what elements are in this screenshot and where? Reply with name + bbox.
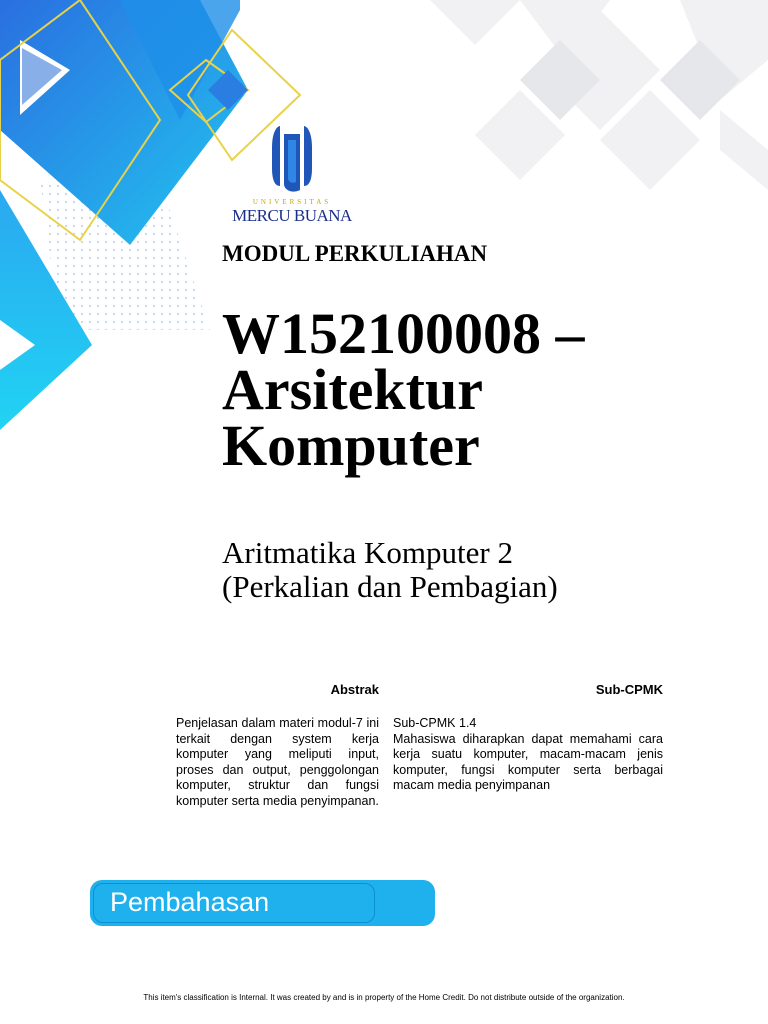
logo-university-text: UNIVERSITAS (252, 198, 332, 206)
university-logo (222, 120, 362, 230)
course-title-line-3: Komputer (222, 413, 480, 478)
sub-cpmk-heading: Sub-CPMK (595, 682, 663, 697)
logo-emblem-icon (222, 120, 362, 200)
course-title (222, 301, 742, 478)
topic-line-2: (Perkalian dan Pembagian) (222, 569, 558, 604)
sub-cpmk-body: Mahasiswa diharapkan dapat memahami cara kerja suatu komputer, macam-macam jenis komputer, fungsi komputer serta berbagai macam media penyimpanan (393, 731, 663, 792)
abstract-body: Penjelasan dalam materi modul-7 ini terkait dengan system kerja komputer yang meliputi input, proses dan output, penggolongan komputer, struktur dan fungsi komputer serta media penyimpanan. (176, 716, 379, 808)
module-label: MODUL PERKULIAHAN (222, 241, 488, 266)
classification-footer: This item's classification is Internal. It was created by and is in property of the Home Credit. Do not distribute outside of the organization. (143, 993, 625, 1002)
logo-name-text: MERCU BUANA (232, 206, 352, 225)
course-title-line-1: W152100008 – (222, 301, 585, 366)
section-banner-label: Pembahasan (110, 887, 270, 917)
sub-cpmk-section (393, 716, 663, 794)
topic-line-1: Aritmatika Komputer 2 (222, 535, 513, 570)
course-title-line-2: Arsitektur (222, 357, 483, 422)
abstract-heading: Abstrak (330, 682, 379, 697)
sub-cpmk-code: Sub-CPMK 1.4 (393, 716, 477, 730)
topic-title (222, 536, 742, 604)
